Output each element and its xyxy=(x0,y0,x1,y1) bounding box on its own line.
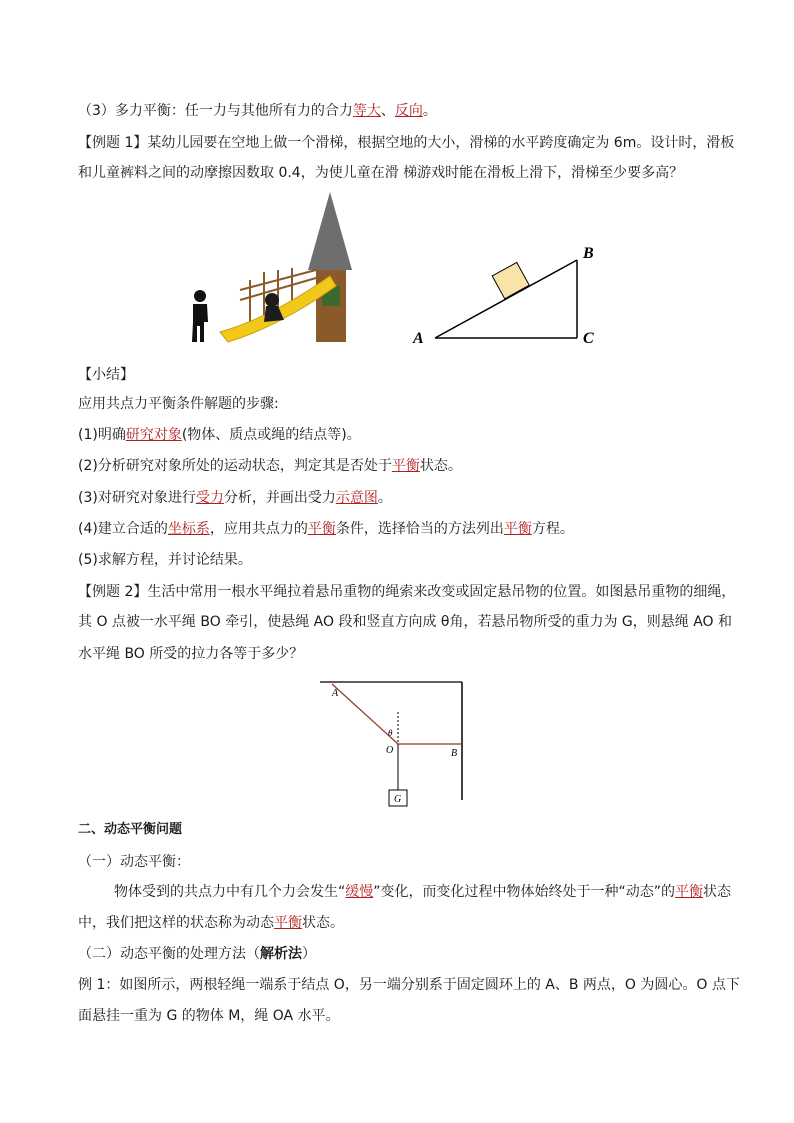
section2-para-line2: 中，我们把这样的状态称为动态平衡状态。 xyxy=(78,915,344,931)
example2-line3: 水平绳 BO 所受的拉力各等于多少？ xyxy=(78,646,304,662)
summary-intro: 应用共点力平衡条件解题的步骤: xyxy=(78,396,279,412)
summary-step-1: (1)明确研究对象(物体、质点或绳的结点等)。 xyxy=(78,427,361,443)
section2-sub1: （一）动态平衡： xyxy=(78,854,190,870)
label-theta: θ xyxy=(388,728,393,738)
summary-step-5: (5)求解方程，并讨论结果。 xyxy=(78,552,252,568)
child-body xyxy=(192,304,208,342)
summary-step-2: (2)分析研究对象所处的运动状态，判定其是否处于平衡状态。 xyxy=(78,458,462,474)
section2-title: 二、动态平衡问题 xyxy=(78,822,183,837)
label-A: A xyxy=(413,330,424,347)
multi-force-balance-line: （3）多力平衡：任一力与其他所有力的合力等大、反向。 xyxy=(78,103,437,119)
summary-step-3: (3)对研究对象进行受力分析，并画出受力示意图。 xyxy=(78,490,392,506)
example2-line1: 【例题 2】生活中常用一根水平绳拉着悬吊重物的绳索来改变或固定悬吊物的位置。如图悬吊重物的细绳， xyxy=(78,584,736,600)
example3-line1: 例 1：如图所示，两根轻绳一端系于结点 O，另一端分别系于固定圆环上的 A、B 两点，O 为圆心。O 点下 xyxy=(78,977,740,993)
label-A: A xyxy=(332,688,339,699)
label-B: B xyxy=(583,245,594,262)
incline-diagram xyxy=(405,236,615,348)
label-C: C xyxy=(583,330,594,347)
label-O: O xyxy=(386,745,394,756)
summary-title: 【小结】 xyxy=(78,367,134,383)
tower-roof xyxy=(308,192,352,270)
suspension-diagram xyxy=(320,676,470,808)
example3-line2: 面悬挂一重为 G 的物体 M，绳 OA 水平。 xyxy=(78,1008,340,1024)
block-on-incline xyxy=(492,262,529,298)
example2-line2: 其 O 点被一水平绳 BO 牵引，使悬绳 AO 段和竖直方向成 θ角，若悬吊物所受的重力为 G，则悬绳 AO 和 xyxy=(78,614,733,630)
section2-para-line1: 物体受到的共点力中有几个力会发生“缓慢”变化，而变化过程中物体始终处于一种“动态”的平衡状态 xyxy=(114,884,732,900)
child-on-slide-head xyxy=(265,293,279,307)
section2-sub2: （二）动态平衡的处理方法（解析法） xyxy=(78,946,316,962)
example1-line1: 【例题 1】某幼儿园要在空地上做一个滑梯，根据空地的大小，滑梯的水平跨度确定为 6m。设计时，滑板 xyxy=(78,135,735,151)
label-G: G xyxy=(394,794,402,805)
playground-slide-illustration xyxy=(180,190,370,350)
label-B: B xyxy=(451,748,458,759)
example1-line2: 和儿童裤料之间的动摩擦因数取 0.4，为使儿童在滑 梯游戏时能在滑板上滑下，滑梯至少要多高？ xyxy=(78,165,684,181)
summary-step-4: (4)建立合适的坐标系，应用共点力的平衡条件，选择恰当的方法列出平衡方程。 xyxy=(78,521,574,537)
child-head xyxy=(194,290,206,302)
